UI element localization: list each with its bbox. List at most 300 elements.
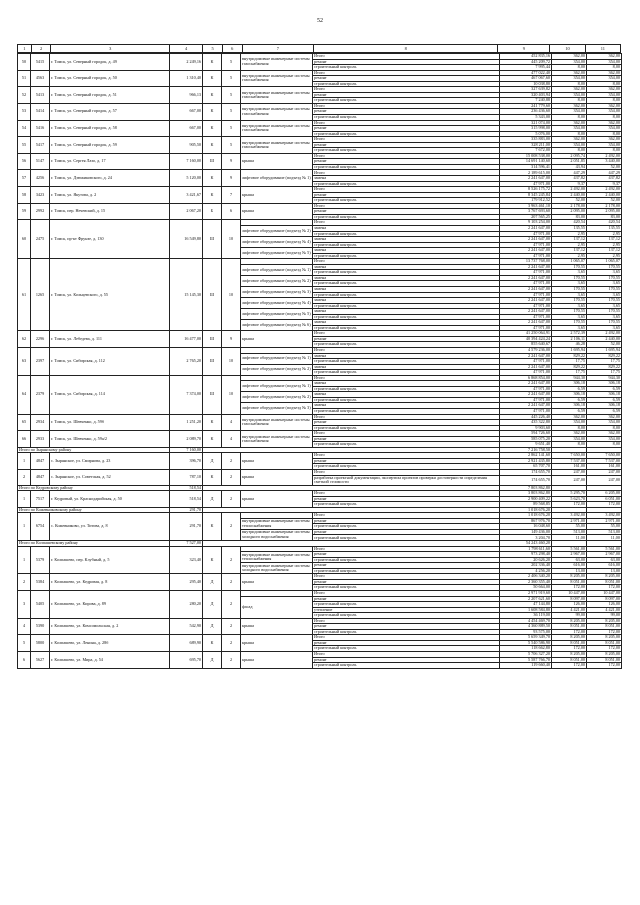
- cost-per-sqm: 52,00: [552, 198, 587, 204]
- header-col-4: 4: [170, 45, 203, 52]
- house-floors: 5: [222, 103, 241, 120]
- cost-item: ремонт: [313, 596, 500, 602]
- row-number: 1: [18, 513, 31, 541]
- cost-per-sqm: 3,65: [552, 314, 587, 320]
- cost-item: Итого: [313, 259, 500, 265]
- house-class: Б: [203, 203, 222, 220]
- cost-total: 5 540 586,90: [500, 640, 552, 646]
- cost-limit: 437,82: [587, 176, 622, 182]
- district-total-sum: 7 216 758,50: [500, 447, 552, 453]
- cost-total: 118 662,80: [500, 646, 552, 652]
- cost-limit: 306,18: [587, 403, 622, 409]
- cost-item: строительный контроль: [313, 131, 500, 137]
- cost-per-sqm: 99,00: [552, 613, 587, 619]
- house-area: 291,70: [170, 513, 203, 541]
- cost-total: 1 018 676,20: [500, 513, 552, 519]
- cost-limit: 3,65: [587, 325, 622, 331]
- cost-per-sqm: 137,12: [552, 248, 587, 254]
- header-col-5: 5: [203, 45, 223, 52]
- cost-per-sqm: 170,55: [552, 309, 587, 315]
- cost-total: 2 241 647,00: [500, 392, 552, 398]
- row-number: 3: [18, 590, 31, 618]
- cost-limit: 170,55: [587, 309, 622, 315]
- cost-total: 2 241 647,00: [500, 309, 552, 315]
- cost-per-sqm: 354,00: [552, 436, 587, 442]
- cost-per-sqm: 616,00: [552, 563, 587, 569]
- cost-item: разработка проектной документации, экспертиза проектов проверки достоверности определения сметной стоимости: [313, 475, 500, 485]
- cost-total: 2 241 647,00: [500, 320, 552, 326]
- cost-limit: 170,55: [587, 264, 622, 270]
- table-row: [18, 331, 622, 337]
- cost-limit: 2 967,00: [587, 552, 622, 558]
- cost-per-sqm: 2,95: [552, 253, 587, 259]
- cost-limit: 2 492,00: [587, 331, 622, 337]
- cost-limit: 172,00: [587, 629, 622, 635]
- cost-total: 445 209,72: [500, 59, 552, 65]
- cost-total: 2 241 647,00: [500, 298, 552, 304]
- cost-per-sqm: 2 967,00: [552, 552, 587, 558]
- cost-total: 5 587 766,70: [500, 657, 552, 663]
- cost-per-sqm: 55,00: [552, 524, 587, 530]
- house-floors: 9: [222, 331, 241, 348]
- cost-limit: 3 492,00: [587, 513, 622, 519]
- cost-total: 13 737 768,00: [500, 259, 552, 265]
- cost-item: строительный контроль: [313, 557, 500, 563]
- cost-total: 207 565,25: [500, 214, 552, 220]
- cost-item: строительный контроль: [313, 370, 500, 376]
- cost-item: строительный контроль: [313, 646, 500, 652]
- house-address: г. Томск, пр-кт Фрунзе, д. 130: [50, 220, 170, 259]
- cost-per-sqm: 3 492,00: [552, 513, 587, 519]
- cost-item: ремонт: [313, 640, 500, 646]
- column-number-header: [17, 44, 621, 53]
- work-type: лифтовое оборудование (подъезд № 2): [241, 392, 313, 403]
- cost-total: 973 298,40: [500, 552, 552, 558]
- cost-item: строительный контроль: [313, 409, 500, 415]
- table-row: [18, 414, 622, 420]
- cost-total: 50 664,00: [500, 585, 552, 591]
- table-row: [18, 453, 622, 459]
- cost-per-sqm: 362,00: [552, 120, 587, 126]
- cost-item: строительный контроль: [313, 663, 500, 669]
- house-id: 5414: [31, 103, 50, 120]
- house-floors: 2: [222, 491, 241, 508]
- cost-item: Итого: [313, 137, 500, 143]
- house-floors: 2: [222, 513, 241, 541]
- cost-item: Итого: [313, 54, 500, 60]
- cost-limit: 8 205,00: [587, 574, 622, 580]
- house-class: Ш: [203, 347, 222, 375]
- district-total-sum: 7 803 862,80: [500, 485, 552, 491]
- house-address: г. Томск, ул. Северный городок, д. 59: [50, 137, 170, 154]
- cost-limit: 172,00: [587, 646, 622, 652]
- cost-limit: 172,00: [587, 502, 622, 508]
- house-area: 7 374,00: [170, 375, 203, 414]
- cost-total: 2 241 647,00: [500, 381, 552, 387]
- row-number: 64: [18, 375, 31, 414]
- house-id: 7517: [31, 491, 50, 508]
- cost-total: 202 336,40: [500, 563, 552, 569]
- house-class: Ш: [203, 220, 222, 259]
- table-row: [18, 375, 622, 381]
- cost-item: Итого: [313, 513, 500, 519]
- cost-per-sqm: 8,00: [552, 148, 587, 154]
- cost-per-sqm: 247,00: [552, 470, 587, 476]
- cost-item: замена: [313, 403, 500, 409]
- house-floors: 2: [222, 546, 241, 574]
- cost-per-sqm: 46,28: [552, 342, 587, 348]
- house-id: 5627: [31, 651, 50, 668]
- cost-item: строительный контроль: [313, 397, 500, 403]
- house-id: 5147: [31, 153, 50, 170]
- cost-limit: 8 205,00: [587, 651, 622, 657]
- cost-per-sqm: 170,55: [552, 298, 587, 304]
- cost-per-sqm: 437,82: [552, 176, 587, 182]
- cost-limit: 170,55: [587, 286, 622, 292]
- cost-total: 47 971,00: [500, 386, 552, 392]
- cost-total: 435 322,80: [500, 420, 552, 426]
- work-type: внутридомовые инженерные системы холодного водоснабжения: [241, 563, 313, 574]
- house-class: К: [203, 70, 222, 87]
- cost-total: 179 912,52: [500, 198, 552, 204]
- cost-limit: 354,00: [587, 59, 622, 65]
- cost-limit: 7 537,00: [587, 458, 622, 464]
- cost-item: замена: [313, 275, 500, 281]
- row-number: 59: [18, 203, 31, 220]
- house-floors: 2: [222, 618, 241, 635]
- cost-limit: 616,00: [587, 563, 622, 569]
- cost-total: 314 596,41: [500, 164, 552, 170]
- house-floors: 10: [222, 259, 241, 331]
- cost-total: 6 868 854,00: [500, 375, 552, 381]
- cost-per-sqm: 161,00: [552, 464, 587, 470]
- work-type: внутридомовые инженерные системы теплоснабжения: [241, 518, 313, 529]
- cost-per-sqm: 8 051,00: [552, 579, 587, 585]
- cost-total: 2 241 647,00: [500, 364, 552, 370]
- cost-item: Итого: [313, 546, 500, 552]
- cost-per-sqm: 170,55: [552, 286, 587, 292]
- house-class: Д: [203, 491, 222, 508]
- cost-limit: 354,00: [587, 92, 622, 98]
- house-area: 518,54: [170, 491, 203, 508]
- table-row: [18, 220, 622, 226]
- cost-per-sqm: 447,29: [552, 170, 587, 176]
- cost-item: строительный контроль: [313, 535, 500, 541]
- cost-per-sqm: 2 095,74: [552, 153, 587, 159]
- cost-item: Итого: [313, 414, 500, 420]
- cost-total: 2 241 647,00: [500, 176, 552, 182]
- header-col-6: 6: [223, 45, 243, 52]
- cost-total: 321 074,00: [500, 120, 552, 126]
- header-col-10: 10: [550, 45, 585, 52]
- cost-limit: 362,00: [587, 70, 622, 76]
- house-class: Ш: [203, 375, 222, 414]
- table-row: [18, 54, 622, 60]
- cost-per-sqm: 362,00: [552, 414, 587, 420]
- cost-item: Итого: [313, 635, 500, 641]
- cost-per-sqm: 63,00: [552, 557, 587, 563]
- cost-limit: 3,65: [587, 303, 622, 309]
- cost-limit: 362,00: [587, 120, 622, 126]
- cost-total: 89 568,85: [500, 502, 552, 508]
- table-row: [18, 618, 622, 624]
- cost-item: ремонт: [313, 76, 500, 82]
- house-area: 323,40: [170, 546, 203, 574]
- row-number: 54: [18, 120, 31, 137]
- cost-item: строительный контроль: [313, 585, 500, 591]
- cost-per-sqm: 513,00: [552, 529, 587, 535]
- cost-limit: 2 095,00: [587, 209, 622, 215]
- house-floors: 10: [222, 220, 241, 259]
- cost-per-sqm: 8,00: [552, 425, 587, 431]
- house-address: г. Томск, ул. Шевченко, д. 59а/2: [50, 431, 170, 448]
- house-class: К: [203, 137, 222, 154]
- house-address: г. Томск, ул. Северный городок, д. 57: [50, 103, 170, 120]
- cost-limit: 8 051,00: [587, 579, 622, 585]
- cost-limit: 354,00: [587, 436, 622, 442]
- house-address: г. Томск, ул. Сергея Лазо, д. 17: [50, 153, 170, 170]
- house-area: 15 145,30: [170, 259, 203, 331]
- table-row: [18, 103, 622, 109]
- work-type: крыша: [241, 491, 313, 508]
- cost-per-sqm: 5 295,70: [552, 491, 587, 497]
- cost-item: Итого: [313, 431, 500, 437]
- table-row: [18, 120, 622, 126]
- house-area: 667,00: [170, 120, 203, 137]
- cost-limit: 8 097,00: [587, 596, 622, 602]
- work-type: внутридомовые инженерные системы холодного водоснабжения: [241, 529, 313, 540]
- cost-total: 10 038,80: [500, 81, 552, 87]
- cost-per-sqm: 8 205,00: [552, 574, 587, 580]
- cost-item: Итого: [313, 87, 500, 93]
- cost-total: 2 241 647,00: [500, 237, 552, 243]
- cost-item: строительный контроль: [313, 442, 500, 448]
- cost-limit: 8 205,00: [587, 618, 622, 624]
- district-total-label: Итого по Кожевниковскому району: [18, 507, 170, 513]
- cost-limit: 8,00: [587, 98, 622, 104]
- house-floors: 2: [222, 470, 241, 486]
- cost-per-sqm: 420,54: [552, 220, 587, 226]
- house-floors: 2: [222, 590, 241, 618]
- work-type: лифтовое оборудование (подъезд № 1): [241, 381, 313, 392]
- house-address: с. Зырянское, ул. Советская, д. 52: [50, 470, 170, 486]
- house-floors: 5: [222, 137, 241, 154]
- cost-item: строительный контроль: [313, 115, 500, 121]
- house-id: 2992: [31, 203, 50, 220]
- cost-limit: 170,55: [587, 298, 622, 304]
- cost-limit: 3,65: [587, 281, 622, 287]
- cost-limit: 6,59: [587, 409, 622, 415]
- house-id: 5800: [31, 635, 50, 652]
- cost-limit: 6,59: [587, 397, 622, 403]
- cost-limit: 8,00: [587, 65, 622, 71]
- cost-total: 1 798 611,60: [500, 546, 552, 552]
- house-class: К: [203, 87, 222, 104]
- table-row: [18, 137, 622, 143]
- cost-total: 9 103 254,00: [500, 220, 552, 226]
- work-type: внутридомовые инженерные системы газоснабжения: [241, 87, 313, 104]
- house-address: г. Томск, ул. Якутова, д. 2: [50, 187, 170, 204]
- cost-per-sqm: 5 561,00: [552, 546, 587, 552]
- header-col-3: 3: [51, 45, 170, 52]
- house-area: 2 765,20: [170, 347, 203, 375]
- cost-item: ремонт: [313, 518, 500, 524]
- cost-per-sqm: 306,18: [552, 381, 587, 387]
- house-id: 5416: [31, 120, 50, 137]
- cost-item: ремонт: [313, 420, 500, 426]
- cost-item: строительный контроль: [313, 342, 500, 348]
- cost-limit: 8,00: [587, 81, 622, 87]
- cost-per-sqm: 10 447,00: [552, 590, 587, 596]
- cost-total: 315 998,00: [500, 126, 552, 132]
- cost-limit: 8,00: [587, 442, 622, 448]
- cost-total: 4 579 236,00: [500, 347, 552, 353]
- cost-item: замена: [313, 176, 500, 182]
- house-class: Д: [203, 618, 222, 635]
- cost-item: Итого: [313, 170, 500, 176]
- house-id: 2296: [31, 331, 50, 348]
- row-number: 2: [18, 470, 31, 486]
- cost-item: Итого: [313, 70, 500, 76]
- cost-limit: 10 447,00: [587, 590, 622, 596]
- cost-item: строительный контроль: [313, 386, 500, 392]
- cost-total: 36 119,00: [500, 613, 552, 619]
- cost-item: ремонт: [313, 579, 500, 585]
- cost-item: строительный контроль: [313, 231, 500, 237]
- cost-limit: 362,00: [587, 54, 622, 60]
- house-address: г. Томск, ул. Дзюжиковского, д. 24: [50, 170, 170, 187]
- cost-total: 3 204,70: [500, 535, 552, 541]
- cost-total: 65 707,70: [500, 464, 552, 470]
- cost-total: 335 883,00: [500, 137, 552, 143]
- cost-total: 47 971,00: [500, 359, 552, 365]
- row-number: 52: [18, 87, 31, 104]
- house-address: г. Томск, ул. Северный городок, д. 58: [50, 120, 170, 137]
- cost-limit: 513,00: [587, 529, 622, 535]
- cost-per-sqm: 362,00: [552, 431, 587, 437]
- house-id: 2379: [31, 375, 50, 414]
- house-area: 396,70: [170, 453, 203, 470]
- house-area: 787,10: [170, 470, 203, 486]
- house-address: г. Томск, ул. Сибирская, д. 112: [50, 347, 170, 375]
- cost-per-sqm: 306,18: [552, 403, 587, 409]
- cost-per-sqm: 247,00: [552, 475, 587, 485]
- cost-limit: 6 205,00: [587, 491, 622, 497]
- cost-total: 8 526 175,72: [500, 187, 552, 193]
- cost-total: 241 779,60: [500, 103, 552, 109]
- cost-per-sqm: 8 051,00: [552, 624, 587, 630]
- work-type: крыша: [241, 635, 313, 652]
- cost-item: замена: [313, 237, 500, 243]
- cost-item: строительный контроль: [313, 181, 500, 187]
- work-type: внутридомовые инженерные системы газоснабжения: [241, 54, 313, 71]
- table-row: [18, 574, 622, 580]
- district-total-area: 518,54: [170, 485, 203, 491]
- house-address: г. Томск, ул. Сибирская, д. 114: [50, 375, 170, 414]
- cost-total: 4 454 469,70: [500, 618, 552, 624]
- cost-limit: 247,00: [587, 475, 622, 485]
- table-row: [18, 590, 622, 596]
- cost-item: замена: [313, 298, 500, 304]
- cost-per-sqm: 3,65: [552, 281, 587, 287]
- cost-total: 47 971,00: [500, 242, 552, 248]
- cost-total: 47 971,00: [500, 370, 552, 376]
- cost-total: 47 971,00: [500, 314, 552, 320]
- header-col-1: 1: [18, 45, 32, 52]
- cost-limit: 1 065,07: [587, 259, 622, 265]
- cost-per-sqm: 172,00: [552, 502, 587, 508]
- work-type: лифтовое оборудование (подъезд № 6): [241, 320, 313, 331]
- cost-total: 236 436,60: [500, 109, 552, 115]
- work-type: лифтовое оборудование (подъезд № 1): [241, 170, 313, 187]
- cost-per-sqm: 2 440,00: [552, 192, 587, 198]
- cost-limit: 137,12: [587, 248, 622, 254]
- cost-per-sqm: 83,00: [552, 214, 587, 220]
- house-floors: 9: [222, 153, 241, 170]
- cost-limit: 161,00: [587, 464, 622, 470]
- cost-item: строительный контроль: [313, 425, 500, 431]
- cost-total: 47 971,00: [500, 303, 552, 309]
- cost-item: строительный контроль: [313, 253, 500, 259]
- table-row: [18, 347, 622, 353]
- cost-per-sqm: 43,94: [552, 164, 587, 170]
- house-id: 3423: [31, 187, 50, 204]
- cost-per-sqm: 1 065,07: [552, 259, 587, 265]
- cost-per-sqm: 2 106,11: [552, 336, 587, 342]
- house-area: 2 089,70: [170, 431, 203, 448]
- cost-item: строительный контроль: [313, 98, 500, 104]
- cost-item: Итого: [313, 120, 500, 126]
- cost-item: Итого: [313, 470, 500, 476]
- house-id: 5390: [31, 618, 50, 635]
- work-type: лифтовое оборудование (подъезд № 4): [241, 237, 313, 248]
- house-id: 5379: [31, 546, 50, 574]
- cost-per-sqm: 11,00: [552, 535, 587, 541]
- cost-limit: 362,00: [587, 431, 622, 437]
- cost-limit: 447,29: [587, 170, 622, 176]
- cost-item: Итого: [313, 491, 500, 497]
- cost-limit: 3 440,00: [587, 159, 622, 165]
- cost-per-sqm: 126,00: [552, 602, 587, 608]
- cost-per-sqm: 4 421,00: [552, 607, 587, 613]
- cost-limit: 52,00: [587, 342, 622, 348]
- work-type: лифтовое оборудование (подъезд № 5): [241, 248, 313, 259]
- cost-per-sqm: 8 205,00: [552, 651, 587, 657]
- cost-total: 452 835,16: [500, 54, 552, 60]
- cost-total: 149 436,00: [500, 529, 552, 535]
- cost-limit: 8,00: [587, 131, 622, 137]
- cost-limit: 354,00: [587, 420, 622, 426]
- cost-per-sqm: 170,55: [552, 320, 587, 326]
- header-col-9: 9: [498, 45, 550, 52]
- cost-total: 41 250 064,91: [500, 331, 552, 337]
- house-address: г. Томск, ул. Шевченко, д. 59б: [50, 414, 170, 431]
- cost-item: замена: [313, 392, 500, 398]
- house-address: г. Томск, ул. Лебедева, д. 111: [50, 331, 170, 348]
- cost-per-sqm: 17,75: [552, 370, 587, 376]
- cost-limit: 3,65: [587, 292, 622, 298]
- cost-per-sqm: 8 051,00: [552, 640, 587, 646]
- cost-per-sqm: 2 178,00: [552, 203, 587, 209]
- row-number: 63: [18, 347, 31, 375]
- cost-total: 2 360 355,40: [500, 579, 552, 585]
- cost-total: 2 921 435,80: [500, 458, 552, 464]
- house-id: 4847: [31, 470, 50, 486]
- cost-limit: 2,95: [587, 242, 622, 248]
- page-number: 52: [317, 18, 323, 24]
- cost-limit: 2 971,00: [587, 518, 622, 524]
- house-address: г. Кедровый, ул. Краснодарийская, д. 50: [50, 491, 170, 508]
